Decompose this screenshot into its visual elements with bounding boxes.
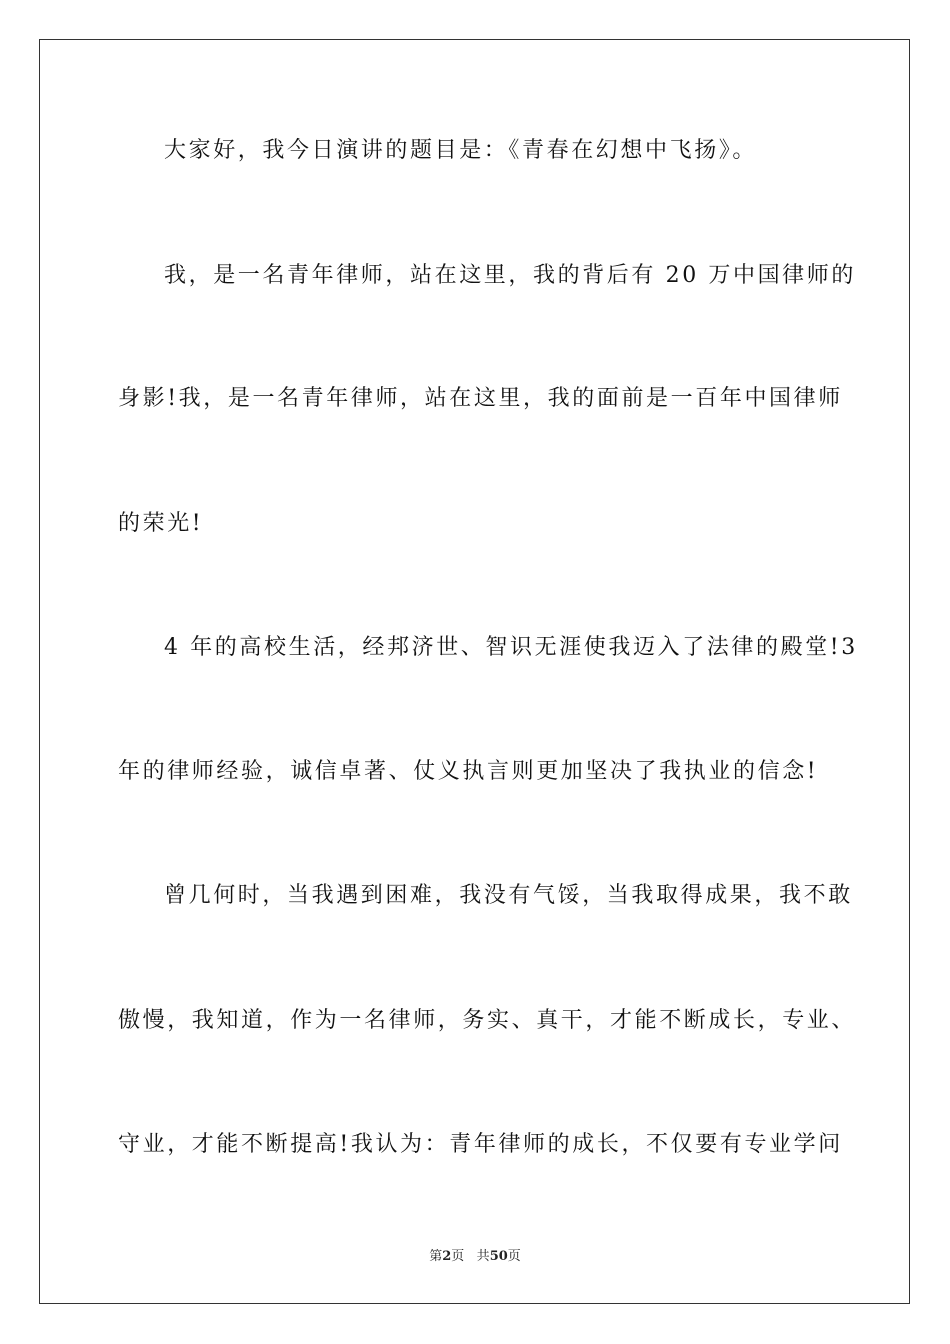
text-line-9: 守业，才能不断提高!我认为：青年律师的成长，不仅要有专业学问 bbox=[118, 1132, 843, 1157]
text-line-6: 年的律师经验，诚信卓著、仗义执言则更加坚决了我执业的信念! bbox=[118, 759, 819, 784]
footer-total-suffix: 页 bbox=[507, 1249, 521, 1264]
footer-total-prefix: 共 bbox=[476, 1249, 490, 1264]
footer-page-prefix: 第 bbox=[429, 1249, 443, 1264]
text-line-3: 身影!我，是一名青年律师，站在这里，我的面前是一百年中国律师 bbox=[118, 386, 843, 411]
footer-page-suffix: 页 bbox=[451, 1249, 465, 1264]
footer-page-number: 2 bbox=[442, 1249, 452, 1264]
text-line-2: 我，是一名青年律师，站在这里，我的背后有 20 万中国律师的 bbox=[164, 263, 856, 288]
page-frame bbox=[39, 39, 910, 1304]
page-footer bbox=[0, 1248, 950, 1266]
footer-total-number: 50 bbox=[489, 1249, 508, 1264]
text-line-4: 的荣光! bbox=[118, 511, 204, 536]
text-line-8: 傲慢，我知道，作为一名律师，务实、真干，才能不断成长，专业、 bbox=[118, 1008, 857, 1033]
text-line-5: 4 年的高校生活，经邦济世、智识无涯使我迈入了法律的殿堂!3 bbox=[164, 635, 858, 660]
text-line-1: 大家好，我今日演讲的题目是：《青春在幻想中飞扬》。 bbox=[164, 138, 758, 163]
text-line-7: 曾几何时，当我遇到困难，我没有气馁，当我取得成果，我不敢 bbox=[164, 883, 853, 908]
